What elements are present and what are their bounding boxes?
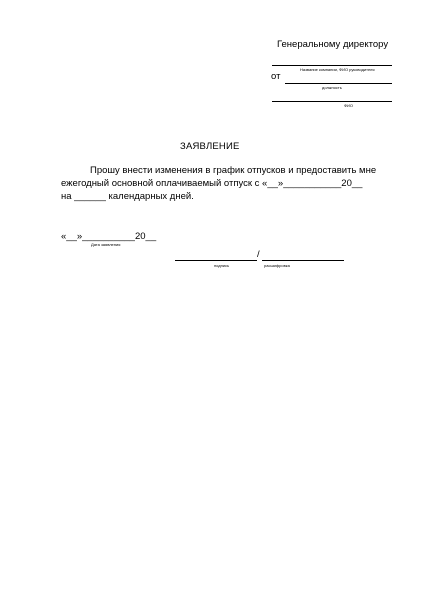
signature-slash: /: [257, 249, 260, 260]
fio-caption: ФИО: [344, 103, 354, 108]
signature-line: [175, 260, 257, 261]
position-line: [285, 83, 392, 84]
from-label: от: [271, 71, 281, 82]
document-title: ЗАЯВЛЕНИЕ: [180, 141, 240, 152]
position-caption: должность: [322, 85, 342, 90]
company-line: [272, 65, 392, 66]
decoding-line: [262, 260, 344, 261]
date-caption: Дата заявления: [91, 242, 121, 247]
body-line-2: ежегодный основной оплачиваемый отпуск с «__»___________20__: [61, 178, 363, 189]
company-caption: Название компании, ФИО руководителя: [300, 67, 375, 72]
body-line-1: Прошу внести изменения в график отпусков и предоставить мне: [90, 165, 377, 176]
signature-caption: подпись: [214, 263, 230, 268]
addressee-text: Генеральному директору: [277, 39, 389, 50]
fio-line: [272, 101, 392, 102]
decoding-caption: расшифровка: [264, 263, 290, 268]
date-line: «__»__________20__: [61, 231, 157, 242]
body-line-3: на ______ календарных дней.: [61, 191, 194, 202]
